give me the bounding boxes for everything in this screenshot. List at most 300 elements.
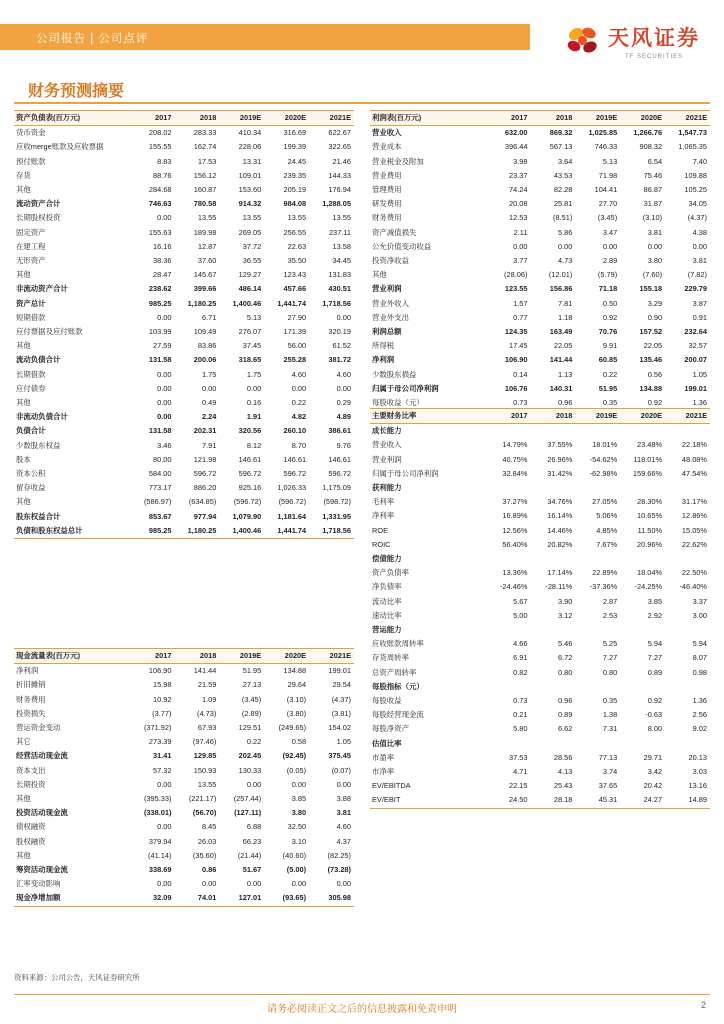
table-cell: 1,079.90: [232, 511, 262, 521]
row-label: 净利率: [372, 511, 395, 521]
table-cell: 0.00: [157, 779, 172, 789]
col-header: 2021E: [309, 649, 354, 664]
table-cell: 381.72: [328, 355, 351, 365]
table-row: [14, 764, 354, 778]
table-cell: 6.54: [647, 156, 663, 166]
table-cell: 2.11: [513, 227, 528, 237]
table-cell: 229.79: [684, 284, 707, 294]
table-cell: (5.00): [286, 865, 307, 875]
table-cell: 3.80: [647, 256, 663, 266]
table-cell: 3.81: [647, 227, 663, 237]
table-cell: 3.37: [692, 596, 707, 606]
table-cell: 202.31: [193, 426, 217, 436]
table-cell: 21.46: [332, 156, 351, 166]
col-header: 2019E: [219, 111, 264, 126]
table-cell: 109.01: [238, 170, 262, 180]
table-cell: 1.05: [692, 369, 707, 379]
table-row: [14, 211, 354, 225]
table-cell: 140.31: [549, 383, 573, 393]
table-row: [14, 240, 354, 254]
table-row: [14, 510, 354, 524]
table-cell: 396.44: [504, 142, 528, 152]
table-cell: 28.56: [553, 752, 573, 762]
table-row: [370, 211, 710, 225]
table-cell: 0.00: [157, 312, 172, 322]
table-cell: 0.00: [246, 779, 262, 789]
row-label: 营运资金变动: [16, 723, 61, 733]
table-cell: 31.41: [152, 751, 172, 761]
table-cell: 228.06: [238, 142, 262, 152]
footer-disclaimer: 请务必阅读正文之后的信息披露和免责申明: [267, 1004, 457, 1015]
table-cell: [620, 481, 665, 495]
row-label: 其他: [16, 398, 31, 408]
table-cell: 908.32: [639, 142, 663, 152]
row-label: 归属于母公司净利润: [372, 468, 439, 478]
table-cell: 386.61: [328, 426, 351, 436]
table-body: [14, 664, 354, 906]
table-row: [14, 410, 354, 424]
table-cell: 9.76: [336, 440, 351, 450]
table-row: [14, 268, 354, 282]
group-label: 偿债能力: [372, 554, 402, 564]
table-row: [14, 155, 354, 169]
table-row: [370, 509, 710, 523]
table-row: [370, 169, 710, 183]
row-label: 应付票据及应付账款: [16, 327, 83, 337]
table-cell: 5.86: [557, 227, 573, 237]
table-cell: 37.45: [242, 341, 262, 351]
table-cell: 70.76: [598, 327, 618, 337]
table-cell: 0.00: [157, 213, 172, 223]
table-cell: -62.98%: [589, 468, 618, 478]
table-cell: 123.43: [283, 270, 307, 280]
table-cell: 886.20: [193, 483, 217, 493]
row-label: 非流动负债合计: [16, 412, 68, 422]
table-cell: 925.16: [238, 483, 262, 493]
table-cell: 18.01%: [592, 440, 618, 450]
row-label: 其他: [372, 270, 387, 280]
table-cell: (3.45): [241, 694, 262, 704]
table-cell: 17.14%: [547, 568, 573, 578]
table-cell: 0.00: [336, 312, 351, 322]
table-cell: (93.65): [264, 891, 309, 906]
table-cell: 0.00: [157, 398, 172, 408]
table-row: [370, 311, 710, 325]
table-row: [370, 438, 710, 452]
table-row: [14, 453, 354, 467]
table-cell: 1.36: [665, 396, 710, 411]
table-cell: 5.00: [513, 610, 528, 620]
table-cell: 12.56%: [502, 525, 528, 535]
table-cell: 22.63: [287, 241, 307, 251]
row-label: 其他: [16, 497, 31, 507]
table-group-row: [370, 424, 710, 439]
table-cell: 0.92: [620, 396, 665, 411]
table-row: [14, 792, 354, 806]
table-row: [370, 694, 710, 708]
table-cell: (338.01): [143, 808, 172, 818]
table-cell: 88.76: [152, 170, 172, 180]
table-cell: 56.00: [287, 341, 307, 351]
table-cell: 127.01: [219, 891, 264, 906]
table-cell: 124.35: [504, 327, 528, 337]
row-label: 非流动资产合计: [16, 284, 68, 294]
table-cell: 4.60: [336, 822, 351, 832]
row-label: 资产总计: [16, 298, 46, 308]
table-group-row: [370, 552, 710, 566]
table-cell: 141.44: [193, 666, 217, 676]
table-cell: (40.60): [282, 850, 307, 860]
table-row: [14, 693, 354, 707]
table-cell: 23.48%: [637, 440, 663, 450]
table-cell: 773.17: [148, 483, 172, 493]
row-label: 应收账款周转率: [372, 639, 424, 649]
table-header-row: [14, 111, 354, 126]
table-cell: 144.33: [328, 170, 351, 180]
table-row: [370, 779, 710, 793]
table-cell: 284.68: [148, 185, 172, 195]
table-header-row: [370, 111, 710, 126]
table-cell: 37.27%: [502, 497, 528, 507]
table-group-row: [370, 623, 710, 637]
table-row: [14, 197, 354, 211]
table-cell: 28.18: [530, 793, 575, 808]
table-cell: [575, 424, 620, 439]
table-cell: 77.13: [598, 752, 618, 762]
table-cell: 27.59: [152, 341, 172, 351]
table-cell: 0.00: [201, 879, 217, 889]
table-row: [370, 339, 710, 353]
table-cell: 1,181.64: [277, 511, 307, 521]
table-cell: 163.49: [549, 327, 573, 337]
table-cell: 239.35: [283, 170, 307, 180]
col-header: 2019E: [219, 649, 264, 664]
table-cell: 1.75: [246, 369, 262, 379]
table-cell: 13.55: [287, 213, 307, 223]
table-cell: 34.05: [688, 199, 707, 209]
table-cell: 21.59: [197, 680, 217, 690]
table-cell: 977.94: [193, 511, 217, 521]
table-cell: 27.90: [287, 312, 307, 322]
table-cell: 134.88: [639, 383, 663, 393]
table-cell: 5.94: [647, 639, 663, 649]
table-cell: 129.85: [193, 751, 217, 761]
table-cell: (596.72): [278, 497, 307, 507]
table-group-row: [370, 680, 710, 694]
table-cell: 3.98: [513, 156, 528, 166]
table-cell: 121.98: [193, 454, 217, 464]
table-body: [370, 424, 710, 808]
table-cell: 13.55: [332, 213, 351, 223]
table-cell: 22.89%: [592, 568, 618, 578]
row-label: 应付债券: [16, 383, 46, 393]
row-label: 少数股东损益: [372, 369, 417, 379]
table-cell: (3.80): [286, 708, 307, 718]
table-cell: 208.02: [148, 128, 172, 138]
table-cell: 0.00: [246, 879, 262, 889]
table-cell: 3.00: [692, 610, 707, 620]
table-row: [14, 126, 354, 141]
row-label: 债权融资: [16, 822, 46, 832]
table-cell: 20.96%: [637, 539, 663, 549]
table-row: [370, 282, 710, 296]
company-logo: [566, 22, 700, 60]
page-header: [0, 0, 724, 72]
table-cell: 6.88: [246, 822, 262, 832]
table-cell: 0.00: [157, 822, 172, 832]
group-label: 营运能力: [372, 625, 402, 635]
table-cell: 71.18: [598, 284, 618, 294]
table-cell: 0.92: [647, 696, 663, 706]
table-cell: 13.55: [242, 213, 262, 223]
table-cell: (12.01): [548, 270, 573, 280]
table-cell: 3.03: [692, 767, 707, 777]
table-cell: 7.67%: [596, 539, 618, 549]
table-cell: 162.74: [193, 142, 217, 152]
table-cell: 189.98: [193, 227, 217, 237]
col-header: 2020E: [264, 111, 309, 126]
table-cell: 82.28: [553, 185, 573, 195]
row-label: 财务费用: [372, 213, 402, 223]
table-cell: 3.90: [557, 596, 573, 606]
table-cell: 584.00: [148, 469, 172, 479]
table-cell: (3.10): [286, 694, 307, 704]
table-row: [370, 297, 710, 311]
table-cell: 2.24: [201, 412, 217, 422]
table-row: [14, 368, 354, 382]
table-cell: 11.50%: [637, 525, 663, 535]
table-cell: 316.69: [283, 128, 307, 138]
page-title: 财务预测摘要: [28, 83, 125, 100]
row-label: 资产负债率: [372, 568, 409, 578]
table-cell: [486, 623, 531, 637]
table-cell: 1,025.85: [588, 128, 618, 138]
table-cell: [665, 481, 710, 495]
table-cell: 4.89: [336, 412, 351, 422]
row-label: 其他: [16, 341, 31, 351]
table-cell: 3.85: [647, 596, 663, 606]
table-cell: 0.98: [692, 667, 707, 677]
table-cell: 1,180.25: [174, 524, 219, 539]
col-header: 2017: [130, 111, 175, 126]
breadcrumb: 公司报告 | 公司点评: [36, 33, 149, 45]
table-cell: 57.32: [152, 765, 172, 775]
table-cell: 29.71: [643, 752, 663, 762]
table-row: [370, 666, 710, 680]
table-cell: 237.11: [328, 227, 351, 237]
table-row: [14, 254, 354, 268]
table-cell: 2.56: [692, 710, 707, 720]
table-row: [14, 439, 354, 453]
table-cell: 109.88: [684, 170, 707, 180]
table-cell: 171.39: [283, 327, 307, 337]
table-cell: 0.00: [291, 879, 307, 889]
table-cell: 135.46: [639, 355, 663, 365]
table-cell: 45.31: [575, 793, 620, 808]
row-label: 营业成本: [372, 142, 402, 152]
row-label: 折旧摊销: [16, 680, 46, 690]
table-cell: 746.63: [148, 199, 172, 209]
row-label: 存货周转率: [372, 653, 409, 663]
row-label: 股东权益合计: [16, 511, 61, 521]
col-header: 2020E: [264, 649, 309, 664]
table-cell: 283.33: [193, 128, 217, 138]
table-cell: 3.12: [557, 610, 573, 620]
table-row: [370, 183, 710, 197]
table-cell: (8.51): [553, 213, 573, 223]
table-cell: (2.89): [241, 708, 262, 718]
table-cell: 3.77: [513, 256, 528, 266]
table-cell: (0.07): [331, 765, 351, 775]
group-label: 每股指标（元）: [372, 681, 424, 691]
table-cell: 5.25: [602, 639, 618, 649]
table-cell: [530, 424, 575, 439]
table-cell: 4.85%: [596, 525, 618, 535]
table-cell: 1,065.35: [678, 142, 707, 152]
table-cell: 0.35: [602, 696, 618, 706]
table-cell: (3.45): [597, 213, 618, 223]
row-label: 每股收益（元）: [370, 396, 486, 411]
table-cell: 8.00: [647, 724, 663, 734]
table-row: [14, 467, 354, 481]
table-cell: 0.49: [201, 398, 217, 408]
col-header: 2019E: [575, 111, 620, 126]
table-cell: 6.72: [557, 653, 573, 663]
table-row: [370, 609, 710, 623]
table-cell: (73.28): [327, 865, 351, 875]
table-row: [370, 467, 710, 481]
table-cell: (4.37): [687, 213, 707, 223]
table-cell: 853.67: [148, 511, 172, 521]
table-group-row: [370, 737, 710, 751]
table-cell: 0.73: [486, 396, 531, 411]
table-cell: 5.46: [557, 639, 573, 649]
col-header: 2017: [486, 409, 531, 424]
table-cell: (35.60): [192, 850, 217, 860]
table-cell: -24.25%: [634, 582, 663, 592]
table-cell: (221.17): [188, 794, 217, 804]
row-label: 筹资活动现金流: [16, 865, 68, 875]
table-row: [14, 282, 354, 296]
table-cell: 0.80: [557, 667, 573, 677]
table-row: [370, 268, 710, 282]
row-label: 汇率变动影响: [16, 879, 61, 889]
table-cell: 4.38: [692, 227, 707, 237]
table-cell: 176.94: [328, 185, 351, 195]
col-header: 2018: [174, 111, 219, 126]
table-cell: 0.00: [602, 241, 618, 251]
group-label: 估值比率: [372, 738, 402, 748]
table-cell: 0.00: [557, 241, 573, 251]
table-row: [370, 524, 710, 538]
table-cell: 269.05: [238, 227, 262, 237]
table-cell: 318.65: [238, 355, 262, 365]
table-cell: 0.50: [602, 298, 618, 308]
row-label: 净负债率: [372, 582, 402, 592]
table-row: [370, 254, 710, 268]
table-cell: 22.50%: [681, 568, 707, 578]
table-row: [14, 721, 354, 735]
table-cell: 67.93: [197, 723, 217, 733]
table-cell: 31.42%: [547, 468, 573, 478]
table-cell: 2.92: [647, 610, 663, 620]
table-cell: 3.85: [291, 794, 307, 804]
table-cell: 0.00: [246, 383, 262, 393]
table-cell: 20.82%: [547, 539, 573, 549]
table-cell: 37.65: [598, 781, 618, 791]
table-cell: 1.13: [557, 369, 573, 379]
row-label: 营业税金及附加: [372, 156, 424, 166]
table-cell: (586.97): [143, 497, 172, 507]
table-cell: 338.69: [148, 865, 172, 875]
table-row: [14, 863, 354, 877]
table-cell: 75.46: [643, 170, 663, 180]
table-cell: 8.70: [291, 440, 307, 450]
table-row: [370, 538, 710, 552]
table-cell: [575, 552, 620, 566]
table-cell: 12.53: [508, 213, 528, 223]
table-cell: [665, 623, 710, 637]
table-cell: -0.63: [645, 710, 663, 720]
table-row: [14, 877, 354, 891]
row-label: 投资活动现金流: [16, 808, 68, 818]
table-cell: (41.14): [148, 850, 172, 860]
table-cell: 0.82: [513, 667, 528, 677]
table-cell: 3.46: [157, 440, 172, 450]
row-label: 速动比率: [372, 610, 402, 620]
table-cell: 0.91: [692, 312, 707, 322]
table-cell: 746.33: [594, 142, 618, 152]
table-cell: 40.75%: [502, 454, 528, 464]
row-label: EV/EBIT: [370, 793, 486, 808]
table-row: [370, 637, 710, 651]
table-cell: 13.31: [242, 156, 262, 166]
table-row: [14, 778, 354, 792]
table-row: [370, 708, 710, 722]
row-label: 归属于母公司净利润: [372, 383, 439, 393]
table-cell: (21.44): [237, 850, 262, 860]
col-header: 2021E: [665, 111, 710, 126]
row-label: 财务费用: [16, 694, 46, 704]
table-cell: 25.43: [553, 781, 573, 791]
table-cell: 37.53: [508, 752, 528, 762]
table-cell: 202.45: [238, 751, 262, 761]
row-label: 毛利率: [372, 497, 395, 507]
table-cell: 0.96: [530, 396, 575, 411]
table-cell: [665, 424, 710, 439]
table-cell: 200.07: [684, 355, 707, 365]
table-cell: 379.94: [148, 836, 172, 846]
col-header: 利润表(百万元): [370, 111, 486, 126]
row-label: 营业外支出: [372, 312, 409, 322]
col-header: 2017: [486, 111, 531, 126]
table-cell: 985.25: [148, 298, 172, 308]
table-body: [370, 126, 710, 411]
table-cell: 34.45: [332, 256, 351, 266]
row-label: 净利润: [372, 355, 395, 365]
table-cell: 320.56: [238, 426, 262, 436]
table-cell: 260.10: [283, 426, 307, 436]
table-cell: [575, 737, 620, 751]
table-cell: 1.91: [246, 412, 262, 422]
table-cell: 200.06: [193, 355, 217, 365]
row-label: 在建工程: [16, 241, 46, 251]
table-cell: 118.01%: [633, 454, 663, 464]
table-cell: 273.39: [148, 737, 172, 747]
footer-divider: [14, 994, 710, 995]
table-cell: 3.88: [336, 794, 351, 804]
table-row: [370, 566, 710, 580]
